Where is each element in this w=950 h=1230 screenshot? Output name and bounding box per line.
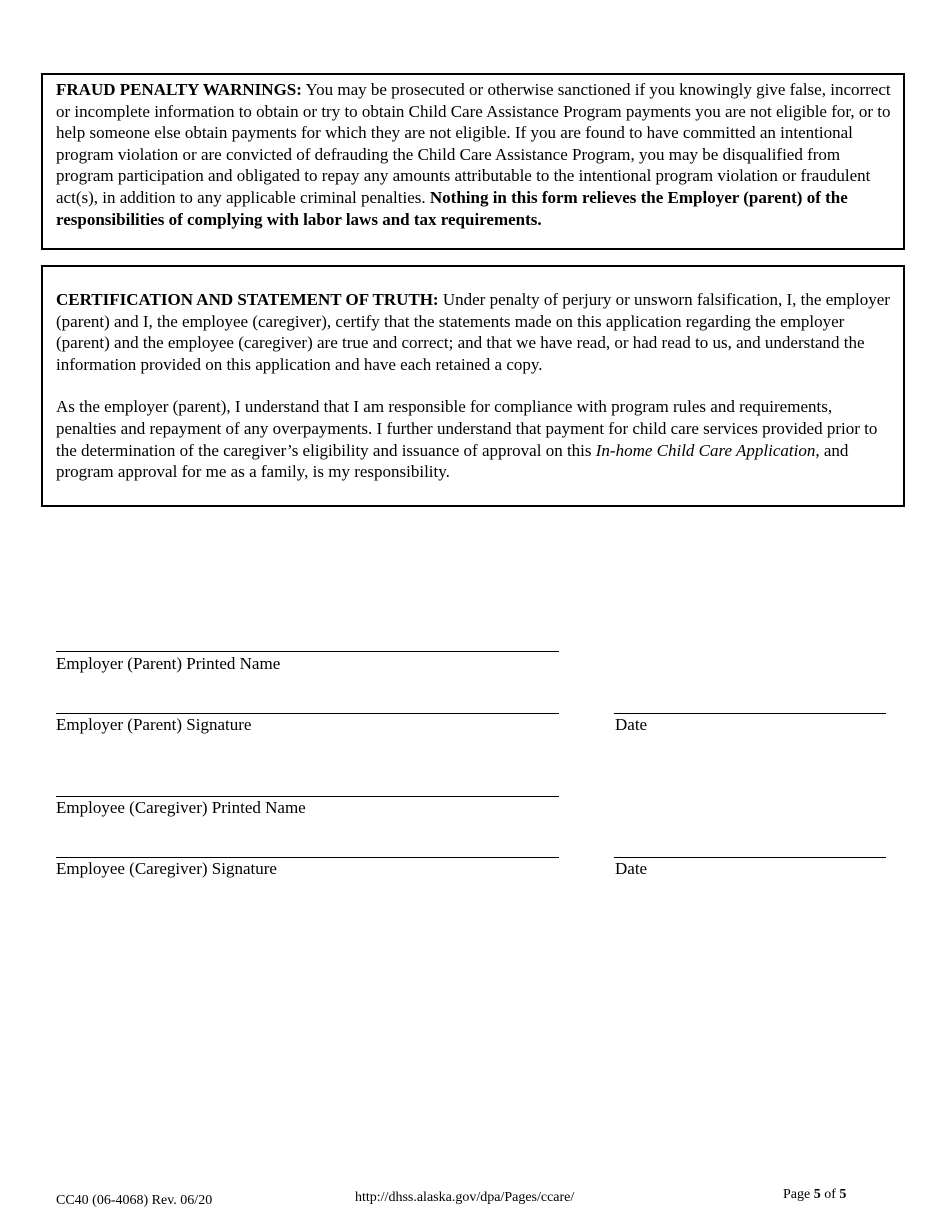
employer-date-label: Date: [615, 715, 648, 734]
certification-box: [41, 265, 905, 507]
form-id: CC40 (06-4068) Rev. 06/20: [56, 1193, 213, 1208]
page-total: 5: [839, 1187, 847, 1202]
employer-name-label: Employer (Parent) Printed Name: [56, 654, 281, 673]
employer-name-line[interactable]: [56, 651, 559, 652]
employee-name-line[interactable]: [56, 796, 559, 797]
application-title: In-home Child Care Application: [595, 440, 816, 460]
page-number: [783, 1187, 846, 1203]
employee-date-line[interactable]: [614, 857, 886, 858]
fraud-penalty-text: [56, 79, 891, 230]
footer-url: http://dhss.alaska.gov/dpa/Pages/ccare/: [355, 1190, 575, 1205]
employee-date-label: Date: [615, 859, 648, 878]
certification-heading: CERTIFICATION AND STATEMENT OF TRUTH:: [56, 290, 439, 309]
certification-body: Under penalty of perjury or unsworn falsification, I, the employer (parent) and I, the employee (caregiver), certify that the statements made on this application regarding the employer (parent) and the employee (caregiver) are true and correct; and that we have read, or had read to us, and understand the information provided on this application and have each retained a copy.: [56, 290, 890, 374]
employer-signature-line[interactable]: [56, 713, 559, 714]
page-word: Page: [783, 1187, 814, 1202]
fraud-penalty-box: [41, 73, 905, 250]
employer-signature-label: Employer (Parent) Signature: [56, 715, 252, 734]
fraud-penalty-heading: FRAUD PENALTY WARNINGS:: [56, 80, 302, 99]
certification-p2-before: As the employer (parent), I understand that I am responsible for compliance with program rules and requirements, penalties and repayment of any overpayments. I further understand that payment for child care services provided prior to the determination of the caregiver’s eligibility and issuance of approval on this: [56, 397, 878, 460]
fraud-penalty-emphasis: Nothing in this form relieves the Employer (parent) of the responsibilities of complying with labor laws and tax requirements.: [56, 187, 848, 229]
employee-signature-line[interactable]: [56, 857, 559, 858]
employer-date-line[interactable]: [614, 713, 886, 714]
fraud-penalty-body: You may be prosecuted or otherwise sanctioned if you knowingly give false, incorrect or incomplete information to obtain or try to obtain Child Care Assistance Program payments you are not eligible for, or to help someone else obtain payments for which they are not eligible. If you are found to have committed an intentional program violation or are convicted of defrauding the Child Care Assistance Program, you may be disqualified from program participation and obligated to repay any amounts attributable to the intentional program violation or fraudulent act(s), in addition to any applicable criminal penalties.: [56, 80, 891, 207]
employee-name-label: Employee (Caregiver) Printed Name: [56, 798, 306, 817]
employee-signature-label: Employee (Caregiver) Signature: [56, 859, 277, 878]
page-of: of: [820, 1187, 840, 1202]
certification-paragraph-2: [56, 396, 891, 482]
certification-paragraph-1: [56, 289, 891, 375]
certification-p2-after: , and program approval for me as a family, is my responsibility.: [56, 440, 849, 482]
page-current: 5: [813, 1187, 821, 1202]
